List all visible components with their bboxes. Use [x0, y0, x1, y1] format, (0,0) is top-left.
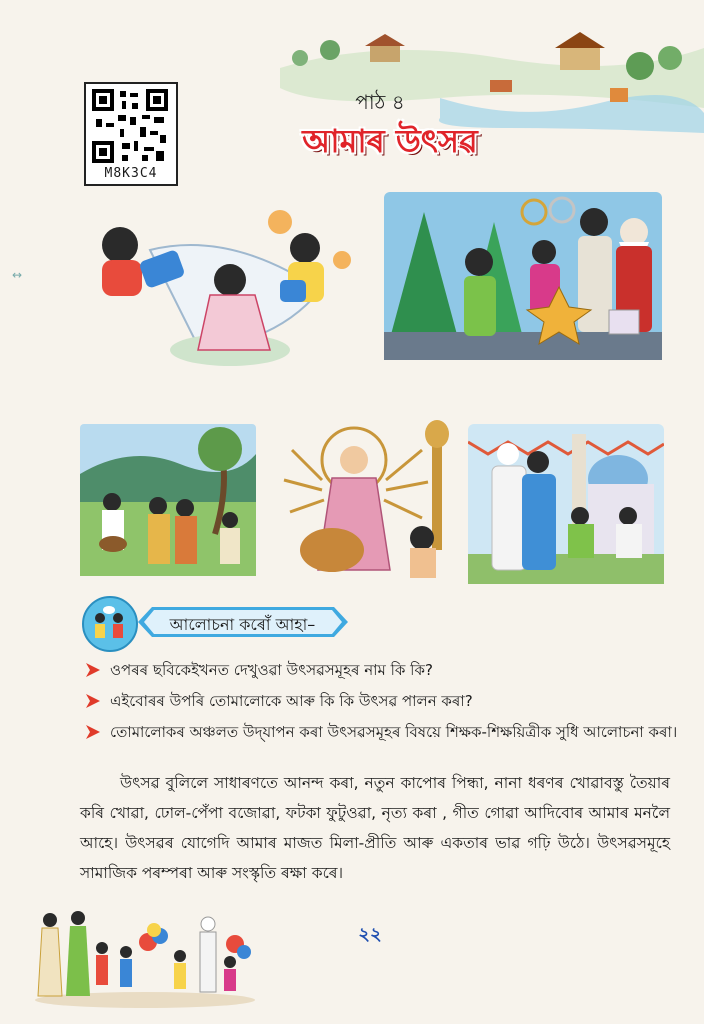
qr-code-icon	[92, 89, 168, 163]
discussion-heading: আলোচনা কৰোঁ আহা–	[169, 615, 316, 634]
illustration-christmas	[384, 192, 662, 360]
arrow-bullet-icon	[86, 694, 100, 708]
list-item	[86, 660, 686, 680]
question-text: এইবোৰৰ উপৰি তোমালোকে আৰু কি কি উৎসৱ পালন কৰা?	[110, 692, 473, 710]
qr-code-box[interactable]	[84, 82, 178, 186]
arrow-bullet-icon	[86, 725, 100, 739]
list-item	[86, 691, 686, 711]
illustration-durga-puja	[272, 420, 452, 582]
footer-people-illustration	[30, 900, 260, 1010]
page-number: ২২	[358, 924, 382, 945]
arrow-bullet-icon	[86, 663, 100, 677]
illustration-water-festival	[80, 200, 370, 375]
question-text: তোমালোকৰ অঞ্চলত উদ্‌যাপন কৰা উৎসৱসমূহৰ বিষয়ে শিক্ষক-শিক্ষয়িত্ৰীক সুধি আলোচনা কৰা।	[110, 723, 678, 741]
body-paragraph: উৎসৱ বুলিলে সাধাৰণতে আনন্দ কৰা, নতুন কাপোৰ পিন্ধা, নানা ধৰণৰ খোৱাবস্তু তৈয়াৰ কৰি খোৱা, ঢোল-পেঁপা বজোৱা, ফটকা ফুটুওৱা, নৃত্য কৰা , গীত গোৱা আদিবোৰ আমাৰ মনলৈ আহে। উৎসৱৰ যোগেদি আমাৰ মাজত মিলা-প্ৰীতি আৰু একতাৰ ভাৱ গঢ়ি উঠে। উৎসৱসমূহে সামাজিক পৰম্পৰা আৰু সংস্কৃতি ৰক্ষা কৰে।	[80, 774, 670, 882]
children-discussion-icon	[82, 596, 138, 652]
qr-code-text: M8K3C4	[104, 166, 158, 181]
list-item	[86, 722, 686, 742]
lesson-number: পাঠ ৪	[355, 90, 405, 114]
discussion-questions	[86, 660, 686, 753]
lesson-title: আমাৰ উৎসৱ	[302, 122, 478, 160]
question-text: ওপৰৰ ছবিকেইখনত দেখুওৱা উৎসৱসমূহৰ নাম কি কি?	[110, 661, 433, 679]
illustration-bihu	[80, 424, 256, 576]
illustration-eid	[468, 424, 664, 584]
side-mark: ↔	[12, 268, 23, 282]
